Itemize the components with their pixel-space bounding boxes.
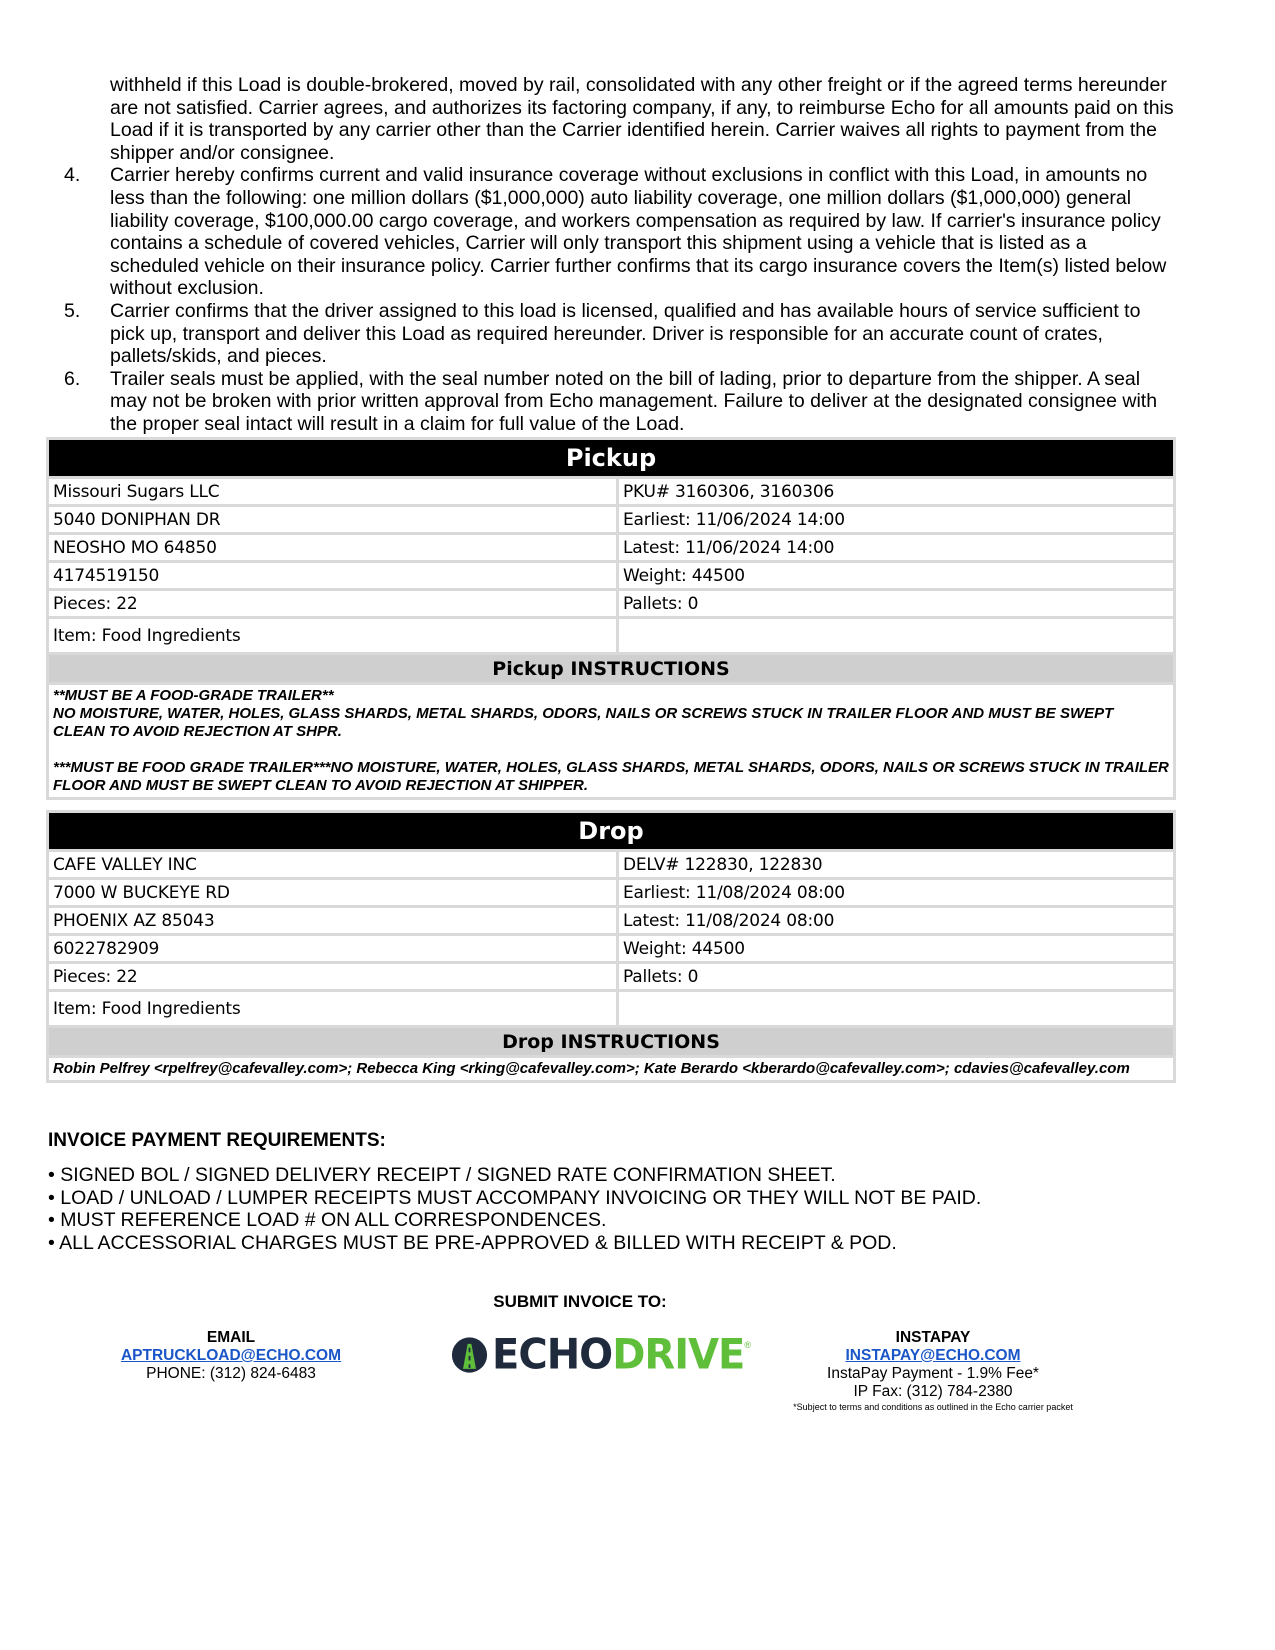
table-row [49, 964, 1173, 989]
invoice-requirements-title: INVOICE PAYMENT REQUIREMENTS: [48, 1130, 386, 1151]
table-row [49, 563, 1173, 588]
pickup-pallets: Pallets: 0 [619, 591, 1173, 616]
invoice-requirements-list [48, 1164, 981, 1254]
pickup-item: Item: Food Ingredients [49, 619, 616, 652]
drop-pieces: Pieces: 22 [49, 964, 616, 989]
instapay-link[interactable]: INSTAPAY@ECHO.COM [845, 1347, 1021, 1364]
term-text: withheld if this Load is double-brokered, moved by rail, consolidated with any other freight or if the agreed terms hereunder are not satisfied. Carrier agrees, and authorizes its factoring company, if any, to reimburse Echo for all amounts paid on this Load if it is transported by any carrier other than the Carrier identified herein. Carrier waives all rights to payment from the shipper and/or consignee. [110, 74, 1174, 164]
email-link[interactable]: APTRUCKLOAD@ECHO.COM [120, 1347, 342, 1364]
drop-address: 7000 W BUCKEYE RD [49, 880, 616, 905]
table-row [49, 852, 1173, 877]
list-item: • ALL ACCESSORIAL CHARGES MUST BE PRE-APPROVED & BILLED WITH RECEIPT & POD. [48, 1231, 897, 1254]
logo-echo: ECHO [492, 1330, 613, 1380]
drop-header: Drop [49, 813, 1173, 849]
list-item: • LOAD / UNLOAD / LUMPER RECEIPTS MUST ACCOMPANY INVOICING OR THEY WILL NOT BE PAID. [48, 1186, 982, 1209]
pickup-reference: PKU# 3160306, 3160306 [619, 479, 1173, 504]
echodrive-logo [451, 1332, 751, 1378]
drop-item: Item: Food Ingredients [49, 992, 616, 1025]
pickup-earliest: Earliest: 11/06/2024 14:00 [619, 507, 1173, 532]
term-item [64, 300, 1174, 368]
list-item: • SIGNED BOL / SIGNED DELIVERY RECEIPT / SIGNED RATE CONFIRMATION SHEET. [48, 1164, 836, 1186]
term-item [64, 368, 1174, 436]
pickup-instruction-text: **MUST BE A FOOD-GRADE TRAILER** NO MOISTURE, WATER, HOLES, GLASS SHARDS, METAL SHARDS, ODORS, NAILS OR SCREWS STUCK IN TRAILER FLOOR AND MUST BE SWEPT CLEAN TO AVOID REJECTION AT SHPR. [53, 687, 1114, 740]
pickup-phone: 4174519150 [49, 563, 616, 588]
drop-city: PHOENIX AZ 85043 [49, 908, 616, 933]
pickup-header: Pickup [49, 440, 1173, 476]
pickup-pieces: Pieces: 22 [49, 591, 616, 616]
pickup-company: Missouri Sugars LLC [49, 479, 616, 504]
drop-company: CAFE VALLEY INC [49, 852, 616, 877]
term-item [64, 74, 1174, 164]
term-text: Carrier hereby confirms current and valid insurance coverage without exclusions in conflict with this Load, in amounts no less than the following: one million dollars ($1,000,000) auto liability coverage, one million dollars ($1,000,000) general liability coverage, $100,000.00 cargo coverage, and workers compensation as required by law. If carrier's insurance policy contains a schedule of covered vehicles, Carrier will only transport this shipment using a vehicle that is listed as a scheduled vehicle on their insurance policy. Carrier further confirms that its cargo insurance covers the Item(s) listed below without exclusion. [110, 164, 1167, 300]
road-shield-icon [451, 1334, 488, 1376]
drop-instruction-text: Robin Pelfrey <rpelfrey@cafevalley.com>; Rebecca King <rking@cafevalley.com>; Kate Berardo <kberardo@cafevalley.com>; cdavies@cafevalley.com [53, 1060, 1130, 1077]
email-phone: PHONE: (312) 824-6483 [146, 1365, 316, 1382]
logo-wordmark [492, 1331, 744, 1379]
instapay-label: INSTAPAY [895, 1329, 971, 1346]
term-text: Trailer seals must be applied, with the seal number noted on the bill of lading, prior to departure from the shipper. A seal may not be broken with prior written approval from Echo management. Failure to deliver at the designated consignee with the proper seal intact will result in a claim for full value of the Load. [110, 367, 1158, 435]
drop-instructions [49, 1058, 1173, 1080]
table-row [49, 908, 1173, 933]
table-row [49, 619, 1173, 652]
instapay-footnote: *Subject to terms and conditions as outlined in the Echo carrier packet [793, 1402, 1073, 1412]
pickup-city: NEOSHO MO 64850 [49, 535, 616, 560]
term-number: 6. [64, 367, 81, 390]
drop-earliest: Earliest: 11/08/2024 08:00 [619, 880, 1173, 905]
table-row [49, 880, 1173, 905]
instapay-fee: InstaPay Payment - 1.9% Fee* [827, 1365, 1039, 1382]
term-number: 4. [64, 164, 81, 187]
instapay-fax: IP Fax: (312) 784-2380 [853, 1383, 1013, 1400]
pickup-latest: Latest: 11/06/2024 14:00 [619, 535, 1173, 560]
drop-latest: Latest: 11/08/2024 08:00 [619, 908, 1173, 933]
list-item: • MUST REFERENCE LOAD # ON ALL CORRESPONDENCES. [48, 1209, 607, 1231]
email-contact-block [111, 1329, 351, 1383]
drop-instructions-header: Drop INSTRUCTIONS [49, 1028, 1173, 1055]
terms-list [64, 74, 1174, 436]
term-item [64, 164, 1174, 300]
drop-empty-cell [619, 992, 1173, 1025]
drop-weight: Weight: 44500 [619, 936, 1173, 961]
pickup-instructions [49, 685, 1173, 797]
drop-reference: DELV# 122830, 122830 [619, 852, 1173, 877]
drop-pallets: Pallets: 0 [619, 964, 1173, 989]
pickup-instruction-text: ***MUST BE FOOD GRADE TRAILER***NO MOISTURE, WATER, HOLES, GLASS SHARDS, METAL SHARDS, ODORS, NAILS OR SCREWS STUCK IN TRAILER FLOOR AND MUST BE SWEPT CLEAN TO AVOID REJECTION AT SHIPPER. [53, 759, 1169, 794]
table-row [49, 992, 1173, 1025]
term-text: Carrier confirms that the driver assigned to this load is licensed, qualified and has available hours of service sufficient to pick up, transport and deliver this Load as required hereunder. Driver is responsible for an accurate count of crates, pallets/skids, and pieces. [110, 299, 1141, 368]
table-row [49, 507, 1173, 532]
registered-mark: ® [744, 1340, 751, 1350]
pickup-empty-cell [619, 619, 1173, 652]
table-row [49, 936, 1173, 961]
pickup-address: 5040 DONIPHAN DR [49, 507, 616, 532]
term-number: 5. [64, 299, 81, 322]
table-row [49, 591, 1173, 616]
table-row [49, 535, 1173, 560]
drop-phone: 6022782909 [49, 936, 616, 961]
logo-drive: DRIVE [612, 1330, 745, 1380]
table-row [49, 479, 1173, 504]
pickup-section [46, 437, 1176, 800]
submit-invoice-title: SUBMIT INVOICE TO: [493, 1292, 667, 1311]
pickup-instructions-header: Pickup INSTRUCTIONS [49, 655, 1173, 682]
drop-section [46, 810, 1176, 1083]
instapay-contact-block [788, 1329, 1078, 1412]
pickup-weight: Weight: 44500 [619, 563, 1173, 588]
email-label: EMAIL [206, 1329, 256, 1346]
